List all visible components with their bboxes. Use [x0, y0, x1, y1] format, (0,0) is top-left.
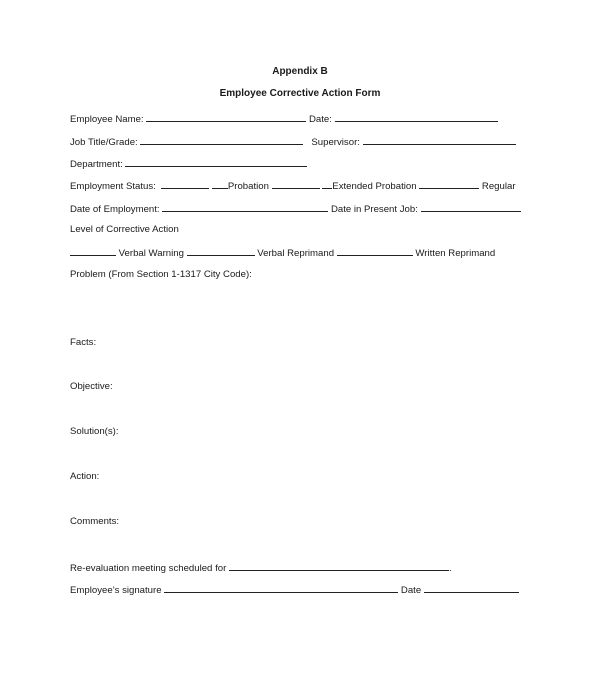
comments-label: Comments:	[70, 516, 120, 527]
signature-label: Employee’s signature	[70, 585, 162, 596]
probation-label: Probation	[227, 181, 269, 192]
row-department	[70, 157, 307, 171]
verbal-warning-label: Verbal Warning	[118, 248, 184, 259]
regular-check-field[interactable]	[419, 179, 479, 189]
date-in-present-job-label: Date in Present Job:	[330, 204, 418, 215]
supervisor-field[interactable]	[363, 135, 516, 145]
status-blank-2[interactable]	[272, 179, 320, 189]
row-reevaluation	[70, 561, 452, 575]
department-label: Department:	[70, 159, 123, 170]
written-reprimand-label: Written Reprimand	[415, 248, 496, 259]
objective-label: Objective:	[70, 381, 113, 392]
written-reprimand-check-field[interactable]	[337, 246, 413, 256]
row-employment-status	[70, 179, 516, 193]
problem-label: Problem (From Section 1-1317 City Code):	[70, 269, 252, 280]
probation-check-field[interactable]	[212, 179, 228, 189]
date-in-present-job-field[interactable]	[421, 202, 521, 212]
row-corrective-options	[70, 246, 495, 260]
employee-name-label: Employee Name:	[70, 114, 144, 125]
row-dates	[70, 202, 521, 216]
row-signature	[70, 583, 519, 597]
verbal-warning-check-field[interactable]	[70, 246, 116, 256]
signature-field[interactable]	[164, 583, 398, 593]
row-employee-name	[70, 112, 498, 126]
appendix-label: Appendix B	[272, 66, 328, 77]
date-of-employment-field[interactable]	[162, 202, 328, 212]
signature-date-field[interactable]	[424, 583, 519, 593]
job-title-label: Job Title/Grade:	[70, 137, 138, 148]
facts-label: Facts:	[70, 337, 97, 348]
department-field[interactable]	[125, 157, 307, 167]
form-title: Employee Corrective Action Form	[219, 88, 381, 99]
reevaluation-label: Re-evaluation meeting scheduled for	[70, 563, 227, 574]
date-label: Date:	[308, 114, 332, 125]
solutions-label: Solution(s):	[70, 426, 119, 437]
reevaluation-field[interactable]	[229, 561, 449, 571]
employee-name-field[interactable]	[146, 112, 306, 122]
extended-probation-check-field[interactable]	[322, 179, 332, 189]
regular-label: Regular	[481, 181, 516, 192]
job-title-field[interactable]	[140, 135, 303, 145]
supervisor-label: Supervisor:	[311, 137, 360, 148]
date-of-employment-label: Date of Employment:	[70, 204, 160, 215]
verbal-reprimand-check-field[interactable]	[187, 246, 255, 256]
status-blank-1[interactable]	[161, 179, 209, 189]
date-field[interactable]	[335, 112, 498, 122]
corrective-action-heading: Level of Corrective Action	[70, 224, 179, 235]
row-job-title	[70, 135, 516, 149]
action-label: Action:	[70, 471, 100, 482]
signature-date-label: Date	[400, 585, 422, 596]
employment-status-label: Employment Status:	[70, 181, 156, 192]
reevaluation-period: .	[448, 563, 452, 574]
verbal-reprimand-label: Verbal Reprimand	[257, 248, 335, 259]
extended-probation-label: Extended Probation	[332, 181, 417, 192]
